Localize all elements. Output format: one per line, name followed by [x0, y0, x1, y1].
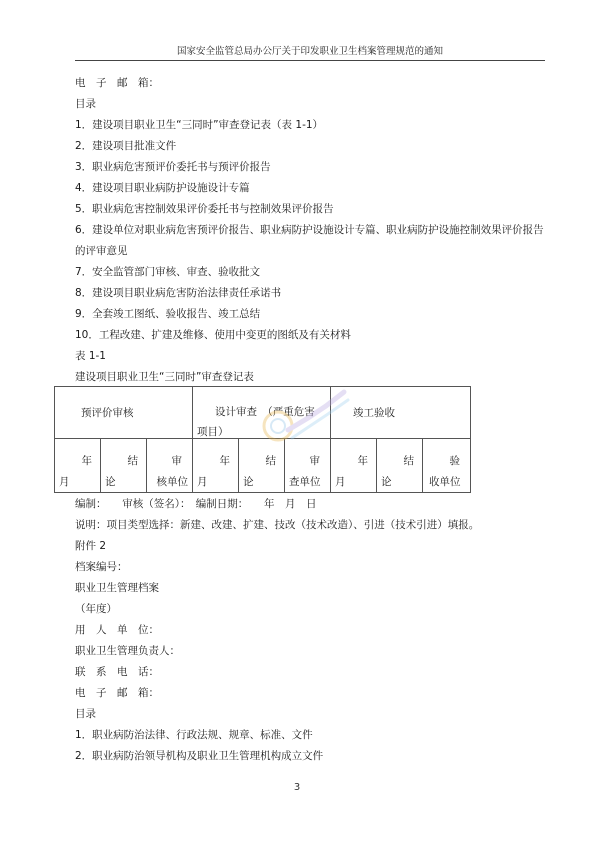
- toc-item-4: 4．建设项目职业病防护设施设计专篇: [75, 182, 250, 194]
- header-rule: [75, 60, 545, 61]
- field-manager: 职业卫生管理负责人：: [75, 645, 180, 657]
- table-note: 说明：项目类型选择：新建、改建、扩建、技改（技术改造）、引进（技术引进）填报。: [75, 519, 480, 531]
- table-label: 表 1-1: [75, 350, 106, 362]
- attachment-toc-item-1: 1．职业病防治法律、行政法规、规章、标准、文件: [75, 729, 313, 741]
- sub-acceptor: 验 收单位: [423, 439, 471, 493]
- sub-year-2: 年 月: [193, 439, 239, 493]
- sub-conclusion-3: 结 论: [377, 439, 423, 493]
- email-label: 电 子 邮 箱：: [75, 77, 159, 89]
- toc-item-8: 8．建设项目职业病危害防治法律责任承诺书: [75, 287, 282, 299]
- sub-auditor: 审 核单位: [147, 439, 193, 493]
- sub-reviewer: 审 查单位: [285, 439, 331, 493]
- sub-year-1: 年 月: [55, 439, 101, 493]
- registration-table: [54, 386, 471, 493]
- attachment-label: 附件 2: [75, 540, 107, 552]
- header-design-review: 设计审查 （严重危害 项目）: [193, 387, 331, 439]
- toc-item-3: 3．职业病危害预评价委托书与预评价报告: [75, 161, 271, 173]
- archive-title: 职业卫生管理档案: [75, 582, 159, 594]
- header-pre-eval: 预评价审核: [55, 387, 193, 439]
- archive-year: （年度）: [75, 603, 117, 615]
- field-email: 电 子 邮 箱：: [75, 687, 159, 699]
- page-header: 国家安全监管总局办公厅关于印发职业卫生档案管理规范的通知: [176, 46, 443, 57]
- sub-conclusion-2: 结 论: [239, 439, 285, 493]
- field-employer: 用 人 单 位：: [75, 624, 159, 636]
- header-completion: 竣工验收: [331, 387, 471, 439]
- file-number-label: 档案编号：: [75, 561, 128, 573]
- sub-year-3: 年 月: [331, 439, 377, 493]
- attachment-toc-title: 目录: [75, 708, 96, 720]
- toc-item-5: 5．职业病危害控制效果评价委托书与控制效果评价报告: [75, 203, 334, 215]
- table-footer: 编制： 审核（签名）： 编制日期： 年 月 日: [75, 498, 317, 510]
- toc-item-2: 2．建设项目批准文件: [75, 140, 177, 152]
- toc-item-9: 9．全套竣工图纸、验收报告、竣工总结: [75, 308, 261, 320]
- toc-item-7: 7．安全监管部门审核、审查、验收批文: [75, 266, 261, 278]
- page-number: 3: [293, 782, 301, 793]
- toc-item-1: 1．建设项目职业卫生“三同时”审查登记表（表 1-1）: [75, 119, 324, 131]
- toc-item-6: 6．建设单位对职业病危害预评价报告、职业病防护设施设计专篇、职业病防护设施控制效果评价报告的评审意见: [75, 224, 544, 257]
- sub-conclusion-1: 结 论: [101, 439, 147, 493]
- table-title: 建设项目职业卫生“三同时”审查登记表: [75, 371, 254, 383]
- toc-title: 目录: [75, 98, 96, 110]
- toc-item-10: 10．工程改建、扩建及维修、使用中变更的图纸及有关材料: [75, 329, 351, 341]
- attachment-toc-item-2: 2．职业病防治领导机构及职业卫生管理机构成立文件: [75, 750, 324, 762]
- field-phone: 联 系 电 话：: [75, 666, 159, 678]
